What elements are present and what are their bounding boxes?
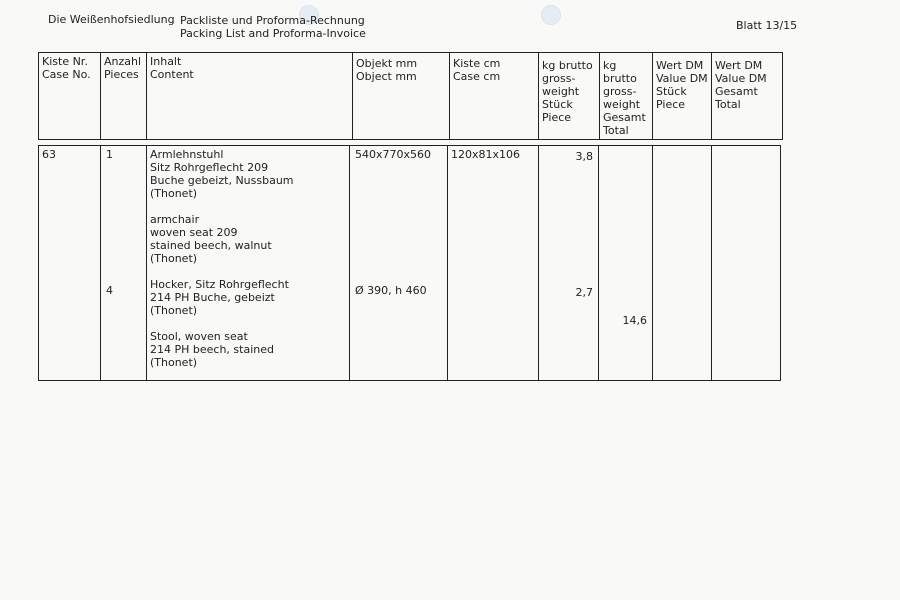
col-header-content: Inhalt Content: [147, 53, 353, 140]
object-dims-cell: [350, 146, 448, 381]
value-total-cell: [712, 146, 781, 381]
col-header-kg-total: kg brutto gross- weight Gesamt Total: [600, 53, 653, 140]
col-header-pieces: Anzahl Pieces: [101, 53, 147, 140]
header-table: [38, 52, 783, 140]
pieces-stool: 4: [106, 284, 113, 297]
object-dims-armchair: 540x770x560: [355, 148, 432, 161]
col-header-kg-piece: kg brutto gross- weight Stück Piece: [539, 53, 600, 140]
kg-total-cell: [599, 146, 653, 381]
col-header-object: Objekt mm Object mm: [353, 53, 450, 140]
value-piece-cell: [653, 146, 712, 381]
pieces-cell: [101, 146, 147, 381]
col-header-case-no: Kiste Nr. Case No.: [39, 53, 101, 140]
col-header-value-total: Wert DM Value DM Gesamt Total: [712, 53, 783, 140]
object-dims-stool: Ø 390, h 460: [355, 284, 427, 297]
case-dims-cell: 120x81x106: [448, 146, 539, 381]
kg-piece-cell: [539, 146, 599, 381]
pieces-armchair: 1: [106, 148, 113, 161]
punch-hole-right: [541, 5, 561, 25]
kg-piece-armchair: 3,8: [575, 150, 593, 163]
kg-piece-stool: 2,7: [575, 286, 593, 299]
col-header-case-cm: Kiste cm Case cm: [450, 53, 539, 140]
table-row: [39, 146, 781, 381]
sheet-number: Blatt 13/15: [736, 19, 798, 32]
content-cell: Armlehnstuhl Sitz Rohrgeflecht 209 Buche gebeizt, Nussbaum (Thonet) armchair woven seat 209 stained beech, walnut (Thonet) Hocker, Sitz Rohrgeflecht 214 PH Buche, gebeizt (Thonet) Stool, woven seat 214 PH beech, stained (Thonet): [147, 146, 350, 381]
case-no-cell: 63: [39, 146, 101, 381]
document-title: Die Weißenhofsiedlung: [48, 13, 175, 26]
document-subtitle: [180, 14, 366, 40]
subtitle-german: Packliste und Proforma-Rechnung: [180, 14, 365, 27]
col-header-value-piece: Wert DM Value DM Stück Piece: [653, 53, 712, 140]
items-table: [38, 145, 781, 381]
subtitle-english: Packing List and Proforma-Invoice: [180, 27, 366, 40]
kg-total-value: 14,6: [622, 314, 647, 327]
